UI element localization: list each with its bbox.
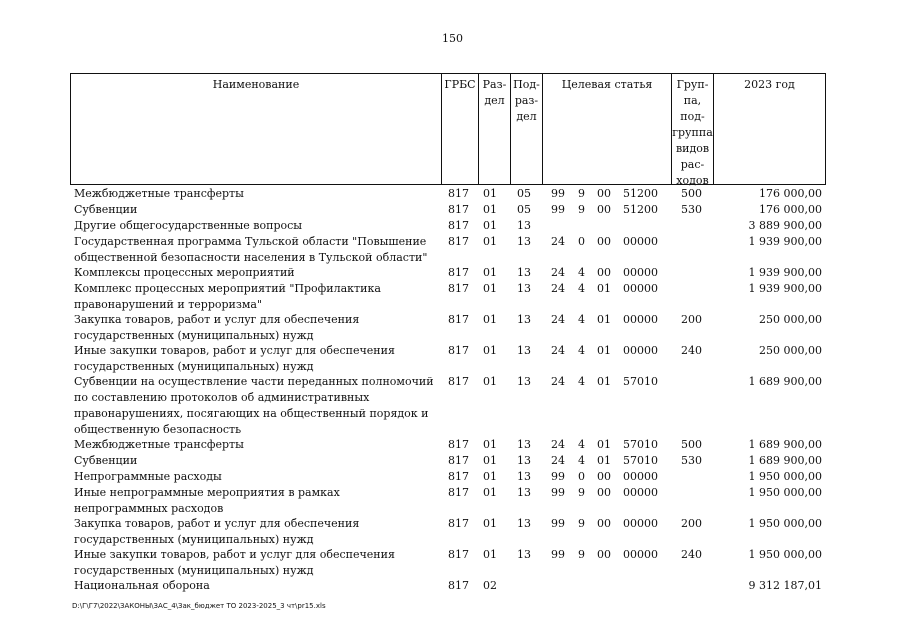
cell-t1: 24 — [551, 438, 565, 451]
cell-t3: 00 — [597, 266, 611, 279]
cell-t4: 00000 — [623, 517, 658, 530]
cell-name: Субвенции — [74, 203, 138, 216]
cell-razdel: 01 — [483, 438, 497, 451]
cell-t2: 4 — [578, 454, 585, 467]
cell-t1: 99 — [551, 548, 565, 561]
cell-name: Закупка товаров, работ и услуг для обеспечения государственных (муниципальных) нужд — [74, 313, 360, 342]
cell-name: Комплекс процессных мероприятий "Профилактика правонарушений и терроризма" — [74, 282, 381, 311]
cell-grbs: 817 — [448, 470, 469, 483]
cell-grbs: 817 — [448, 282, 469, 295]
cell-sum: 176 000,00 — [759, 203, 822, 216]
cell-t1: 99 — [551, 203, 565, 216]
cell-t4: 51200 — [623, 203, 658, 216]
cell-vid: 240 — [681, 344, 702, 357]
cell-podrazdel: 13 — [517, 282, 531, 295]
file-path-footer: D:\Г\Г7\2022\ЗАКОНЫ\ЗАС_4\Зак_бюджет ТО 2023-2025_3 чт\pr15.xls — [72, 602, 326, 610]
cell-t1: 24 — [551, 375, 565, 388]
cell-vid: 500 — [681, 187, 702, 200]
cell-grbs: 817 — [448, 486, 469, 499]
cell-t4: 51200 — [623, 187, 658, 200]
cell-sum: 1 689 900,00 — [748, 438, 822, 451]
cell-sum: 1 689 900,00 — [748, 454, 822, 467]
cell-t1: 24 — [551, 266, 565, 279]
cell-t1: 24 — [551, 454, 565, 467]
cell-vid: 530 — [681, 454, 702, 467]
cell-name: Закупка товаров, работ и услуг для обеспечения государственных (муниципальных) нужд — [74, 517, 360, 546]
cell-razdel: 02 — [483, 579, 497, 592]
cell-razdel: 01 — [483, 548, 497, 561]
cell-t1: 99 — [551, 517, 565, 530]
cell-podrazdel: 13 — [517, 219, 531, 232]
cell-podrazdel: 13 — [517, 344, 531, 357]
cell-t1: 24 — [551, 235, 565, 248]
cell-t4: 00000 — [623, 235, 658, 248]
cell-name: Иные закупки товаров, работ и услуг для обеспечения государственных (муниципальных) нужд — [74, 344, 395, 373]
cell-name: Другие общегосударственные вопросы — [74, 219, 303, 232]
cell-t3: 01 — [597, 282, 611, 295]
cell-t4: 57010 — [623, 454, 658, 467]
cell-t1: 24 — [551, 344, 565, 357]
cell-podrazdel: 13 — [517, 375, 531, 388]
cell-sum: 1 950 000,00 — [748, 486, 822, 499]
cell-t2: 9 — [578, 486, 585, 499]
cell-name: Иные непрограммные мероприятия в рамках непрограммных расходов — [74, 486, 340, 515]
table-header — [70, 73, 826, 185]
cell-podrazdel: 13 — [517, 517, 531, 530]
cell-t3: 01 — [597, 313, 611, 326]
cell-sum: 3 889 900,00 — [748, 219, 822, 232]
cell-t3: 00 — [597, 470, 611, 483]
cell-t4: 57010 — [623, 438, 658, 451]
cell-t2: 0 — [578, 235, 585, 248]
cell-t3: 00 — [597, 548, 611, 561]
cell-t2: 4 — [578, 438, 585, 451]
cell-t2: 4 — [578, 282, 585, 295]
cell-name: Межбюджетные трансферты — [74, 438, 244, 451]
cell-grbs: 817 — [448, 548, 469, 561]
cell-t3: 01 — [597, 344, 611, 357]
cell-grbs: 817 — [448, 235, 469, 248]
cell-t4: 00000 — [623, 266, 658, 279]
cell-grbs: 817 — [448, 203, 469, 216]
cell-grbs: 817 — [448, 375, 469, 388]
cell-sum: 1 939 900,00 — [748, 282, 822, 295]
cell-grbs: 817 — [448, 517, 469, 530]
cell-grbs: 817 — [448, 579, 469, 592]
cell-name: Национальная оборона — [74, 579, 210, 592]
cell-podrazdel: 13 — [517, 454, 531, 467]
cell-vid: 240 — [681, 548, 702, 561]
cell-grbs: 817 — [448, 266, 469, 279]
cell-vid: 500 — [681, 438, 702, 451]
header-razdel: Раз- дел — [478, 74, 510, 184]
cell-grbs: 817 — [448, 454, 469, 467]
cell-sum: 176 000,00 — [759, 187, 822, 200]
cell-podrazdel: 05 — [517, 187, 531, 200]
cell-vid: 200 — [681, 313, 702, 326]
cell-t3: 01 — [597, 438, 611, 451]
cell-razdel: 01 — [483, 470, 497, 483]
cell-t1: 24 — [551, 282, 565, 295]
cell-podrazdel: 13 — [517, 486, 531, 499]
cell-t3: 00 — [597, 486, 611, 499]
cell-grbs: 817 — [448, 344, 469, 357]
cell-podrazdel: 13 — [517, 266, 531, 279]
header-name: Наименование — [212, 78, 300, 91]
cell-razdel: 01 — [483, 375, 497, 388]
page-number: 150 — [442, 32, 463, 45]
cell-t2: 9 — [578, 203, 585, 216]
cell-t2: 4 — [578, 313, 585, 326]
cell-vid: 530 — [681, 203, 702, 216]
cell-sum: 1 950 000,00 — [748, 548, 822, 561]
header-target: Целевая статья — [542, 74, 671, 184]
cell-razdel: 01 — [483, 266, 497, 279]
cell-sum: 250 000,00 — [759, 344, 822, 357]
cell-sum: 1 939 900,00 — [748, 235, 822, 248]
cell-name: Государственная программа Тульской области "Повышение общественной безопасности населения в Тульской области" — [74, 235, 428, 264]
cell-podrazdel: 13 — [517, 235, 531, 248]
cell-razdel: 01 — [483, 344, 497, 357]
cell-sum: 250 000,00 — [759, 313, 822, 326]
cell-t4: 57010 — [623, 375, 658, 388]
cell-razdel: 01 — [483, 203, 497, 216]
cell-razdel: 01 — [483, 282, 497, 295]
cell-sum: 1 950 000,00 — [748, 517, 822, 530]
cell-sum: 9 312 187,01 — [748, 579, 822, 592]
cell-t4: 00000 — [623, 313, 658, 326]
cell-t2: 4 — [578, 266, 585, 279]
cell-grbs: 817 — [448, 219, 469, 232]
cell-t1: 99 — [551, 486, 565, 499]
cell-razdel: 01 — [483, 313, 497, 326]
cell-podrazdel: 13 — [517, 548, 531, 561]
cell-t2: 9 — [578, 517, 585, 530]
cell-sum: 1 950 000,00 — [748, 470, 822, 483]
cell-name: Непрограммные расходы — [74, 470, 222, 483]
cell-t2: 4 — [578, 375, 585, 388]
cell-razdel: 01 — [483, 219, 497, 232]
cell-sum: 1 939 900,00 — [748, 266, 822, 279]
cell-t4: 00000 — [623, 486, 658, 499]
cell-name: Комплексы процессных мероприятий — [74, 266, 295, 279]
header-podrazdel: Под- раз- дел — [510, 74, 542, 184]
cell-name: Межбюджетные трансферты — [74, 187, 244, 200]
cell-t3: 01 — [597, 375, 611, 388]
cell-razdel: 01 — [483, 454, 497, 467]
header-year: 2023 год — [713, 74, 825, 184]
cell-t4: 00000 — [623, 282, 658, 295]
cell-razdel: 01 — [483, 187, 497, 200]
cell-podrazdel: 05 — [517, 203, 531, 216]
cell-podrazdel: 13 — [517, 438, 531, 451]
cell-podrazdel: 13 — [517, 313, 531, 326]
cell-t3: 00 — [597, 235, 611, 248]
cell-razdel: 01 — [483, 235, 497, 248]
cell-razdel: 01 — [483, 517, 497, 530]
cell-t3: 00 — [597, 517, 611, 530]
cell-t1: 24 — [551, 313, 565, 326]
cell-t2: 9 — [578, 187, 585, 200]
cell-t2: 9 — [578, 548, 585, 561]
cell-vid: 200 — [681, 517, 702, 530]
cell-grbs: 817 — [448, 187, 469, 200]
cell-sum: 1 689 900,00 — [748, 375, 822, 388]
cell-grbs: 817 — [448, 438, 469, 451]
cell-t1: 99 — [551, 187, 565, 200]
cell-t2: 0 — [578, 470, 585, 483]
cell-t1: 99 — [551, 470, 565, 483]
cell-name: Субвенции на осуществление части переданных полномочий по составлению протоколов об административных правонарушениях, посягающих на общественный порядок и общественную безопасность — [74, 375, 434, 436]
cell-t3: 01 — [597, 454, 611, 467]
cell-name: Иные закупки товаров, работ и услуг для обеспечения государственных (муниципальных) нужд — [74, 548, 395, 577]
cell-podrazdel: 13 — [517, 470, 531, 483]
cell-name: Субвенции — [74, 454, 138, 467]
cell-t4: 00000 — [623, 470, 658, 483]
cell-t3: 00 — [597, 203, 611, 216]
cell-t4: 00000 — [623, 344, 658, 357]
cell-t3: 00 — [597, 187, 611, 200]
header-grbs: ГРБС — [441, 74, 478, 184]
cell-grbs: 817 — [448, 313, 469, 326]
cell-razdel: 01 — [483, 486, 497, 499]
cell-t2: 4 — [578, 344, 585, 357]
cell-t4: 00000 — [623, 548, 658, 561]
header-vid: Груп- па, под- группа видов рас- ходов — [671, 74, 713, 184]
